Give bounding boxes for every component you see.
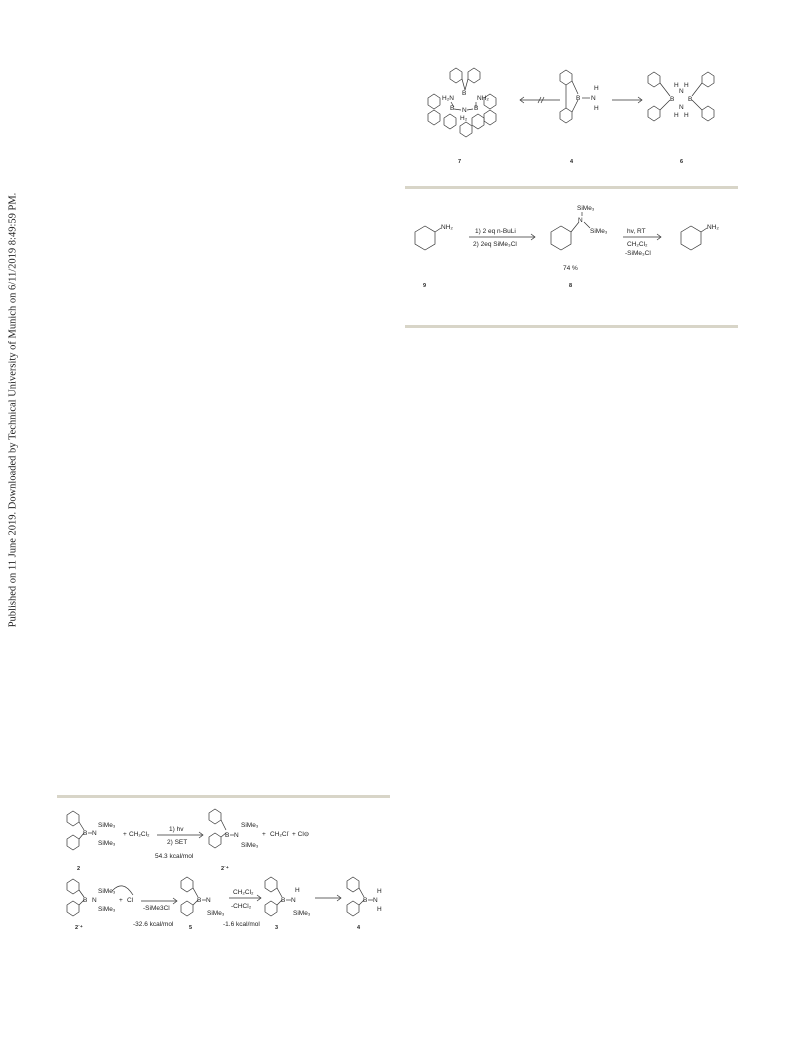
svg-text:N: N bbox=[92, 830, 97, 837]
byproducts: CH₂Cl˙ + Cl⊖ bbox=[270, 831, 310, 838]
svg-text:B: B bbox=[281, 897, 286, 904]
svg-text:+: + bbox=[119, 897, 123, 904]
publication-stamp bbox=[0, 0, 26, 1039]
svg-text:B: B bbox=[474, 105, 479, 112]
svg-text:N: N bbox=[92, 897, 97, 904]
svg-text:B: B bbox=[83, 897, 88, 904]
compound-label-6: 6 bbox=[680, 159, 684, 165]
svg-text:B: B bbox=[450, 105, 455, 112]
compound-2-radical-row2-structure bbox=[67, 879, 133, 916]
compound-label-2-radical-row2: 2˙⁺ bbox=[75, 925, 83, 931]
svg-text:H: H bbox=[594, 85, 599, 92]
svg-text:SiMe₃: SiMe₃ bbox=[98, 822, 116, 829]
compound-label-5: 5 bbox=[189, 925, 193, 931]
condition-solvent: CH₂Cl₂ bbox=[627, 241, 648, 248]
publication-stamp-text: Published on 11 June 2019. Downloaded by Technical University of Munich on 6/11/2019 8:49:59 PM. bbox=[7, 192, 19, 628]
svg-text:H: H bbox=[594, 105, 599, 112]
svg-text:N: N bbox=[373, 897, 378, 904]
scheme-2 bbox=[405, 200, 740, 300]
compound-7-structure bbox=[428, 68, 496, 137]
reagent-step-2: 2) 2eq SiMe₃Cl bbox=[473, 241, 517, 248]
svg-text:H: H bbox=[295, 887, 300, 894]
compound-3-structure bbox=[265, 877, 311, 917]
svg-text:SiMe₃: SiMe₃ bbox=[98, 906, 116, 913]
energy-32: -32.6 kcal/mol bbox=[133, 921, 174, 928]
svg-text:SiMe₃: SiMe₃ bbox=[207, 910, 225, 917]
scheme-divider-1 bbox=[405, 186, 738, 189]
reaction-arrow bbox=[612, 97, 642, 103]
svg-text:SiMe₃: SiMe₃ bbox=[241, 842, 259, 849]
svg-text:N: N bbox=[578, 217, 583, 224]
svg-text:B: B bbox=[576, 95, 581, 102]
scheme-divider-3 bbox=[57, 795, 390, 798]
svg-text:B: B bbox=[197, 897, 202, 904]
svg-text:B: B bbox=[363, 897, 368, 904]
svg-text:B: B bbox=[462, 90, 467, 97]
chloride: Cl bbox=[127, 897, 134, 904]
scheme-3 bbox=[57, 805, 397, 935]
svg-text:SiMe₃: SiMe₃ bbox=[577, 205, 595, 212]
svg-text:SiMe₃: SiMe₃ bbox=[590, 228, 608, 235]
svg-text:N: N bbox=[462, 107, 467, 114]
svg-text:N: N bbox=[291, 897, 296, 904]
loss-chcl2: -CHCl₂ bbox=[231, 903, 252, 910]
compound-6-structure bbox=[648, 72, 714, 121]
svg-text:NH₂: NH₂ bbox=[477, 95, 489, 102]
step-set: 2) SET bbox=[167, 839, 188, 846]
compound-label-2-radical: 2˙⁺ bbox=[221, 866, 229, 872]
svg-text:H: H bbox=[684, 112, 689, 119]
compound-label-4-row2: 4 bbox=[357, 925, 361, 931]
svg-text:H₂: H₂ bbox=[460, 115, 468, 122]
compound-5-structure bbox=[181, 877, 225, 917]
svg-text:H: H bbox=[684, 82, 689, 89]
svg-text:H: H bbox=[377, 888, 382, 895]
svg-text:H: H bbox=[674, 112, 679, 119]
scheme-divider-2 bbox=[405, 325, 738, 328]
condition-hv: hv, RT bbox=[627, 228, 646, 235]
compound-4-row2-structure bbox=[347, 877, 382, 916]
yield-text: 74 % bbox=[563, 265, 578, 272]
plus-ch2cl2: + bbox=[123, 831, 127, 838]
svg-text:B: B bbox=[83, 830, 88, 837]
svg-text:SiMe₃: SiMe₃ bbox=[98, 888, 116, 895]
compound-label-7: 7 bbox=[458, 159, 462, 165]
svg-text:SiMe₃: SiMe₃ bbox=[293, 910, 311, 917]
svg-text:N: N bbox=[679, 88, 684, 95]
compound-label-8: 8 bbox=[569, 283, 573, 289]
svg-text:NH₂: NH₂ bbox=[707, 224, 719, 231]
no-reaction-arrow bbox=[520, 97, 560, 103]
svg-text:H: H bbox=[377, 906, 382, 913]
compound-label-9: 9 bbox=[423, 283, 427, 289]
svg-text:SiMe₃: SiMe₃ bbox=[98, 840, 116, 847]
compound-label-2: 2 bbox=[77, 866, 81, 872]
svg-text:NH₂: NH₂ bbox=[441, 224, 453, 231]
loss-sime3cl: -SiMe3Cl bbox=[143, 905, 170, 912]
energy-54: 54.3 kcal/mol bbox=[155, 853, 194, 860]
condition-loss: -SiMe₃Cl bbox=[625, 250, 651, 257]
svg-text:SiMe₃: SiMe₃ bbox=[241, 822, 259, 829]
compound-2-radical-cation-structure bbox=[209, 809, 259, 849]
reagent-ch2cl2: CH₂Cl₂ bbox=[233, 889, 254, 896]
scheme-1 bbox=[420, 60, 730, 175]
svg-text:N: N bbox=[591, 95, 596, 102]
compound-label-4: 4 bbox=[570, 159, 574, 165]
reagent-step-1: 1) 2 eq n-BuLi bbox=[475, 228, 516, 235]
energy-1-6: -1.6 kcal/mol bbox=[223, 921, 260, 928]
svg-text:+: + bbox=[262, 831, 266, 838]
compound-2-structure bbox=[67, 811, 116, 850]
step-hv: 1) hv bbox=[169, 826, 184, 833]
svg-text:B: B bbox=[688, 96, 693, 103]
aniline-product-structure bbox=[681, 224, 719, 250]
svg-text:CH₂Cl₂: CH₂Cl₂ bbox=[129, 831, 150, 838]
compound-label-3: 3 bbox=[275, 925, 279, 931]
compound-4-structure bbox=[560, 70, 599, 123]
svg-text:B: B bbox=[670, 96, 675, 103]
svg-text:N: N bbox=[206, 897, 211, 904]
compound-9-structure bbox=[415, 224, 453, 250]
svg-text:H: H bbox=[674, 82, 679, 89]
svg-text:B: B bbox=[225, 832, 230, 839]
svg-text:H₂N: H₂N bbox=[442, 95, 454, 102]
svg-text:N: N bbox=[234, 832, 239, 839]
compound-8-structure bbox=[551, 205, 608, 250]
svg-text:N: N bbox=[679, 104, 684, 111]
